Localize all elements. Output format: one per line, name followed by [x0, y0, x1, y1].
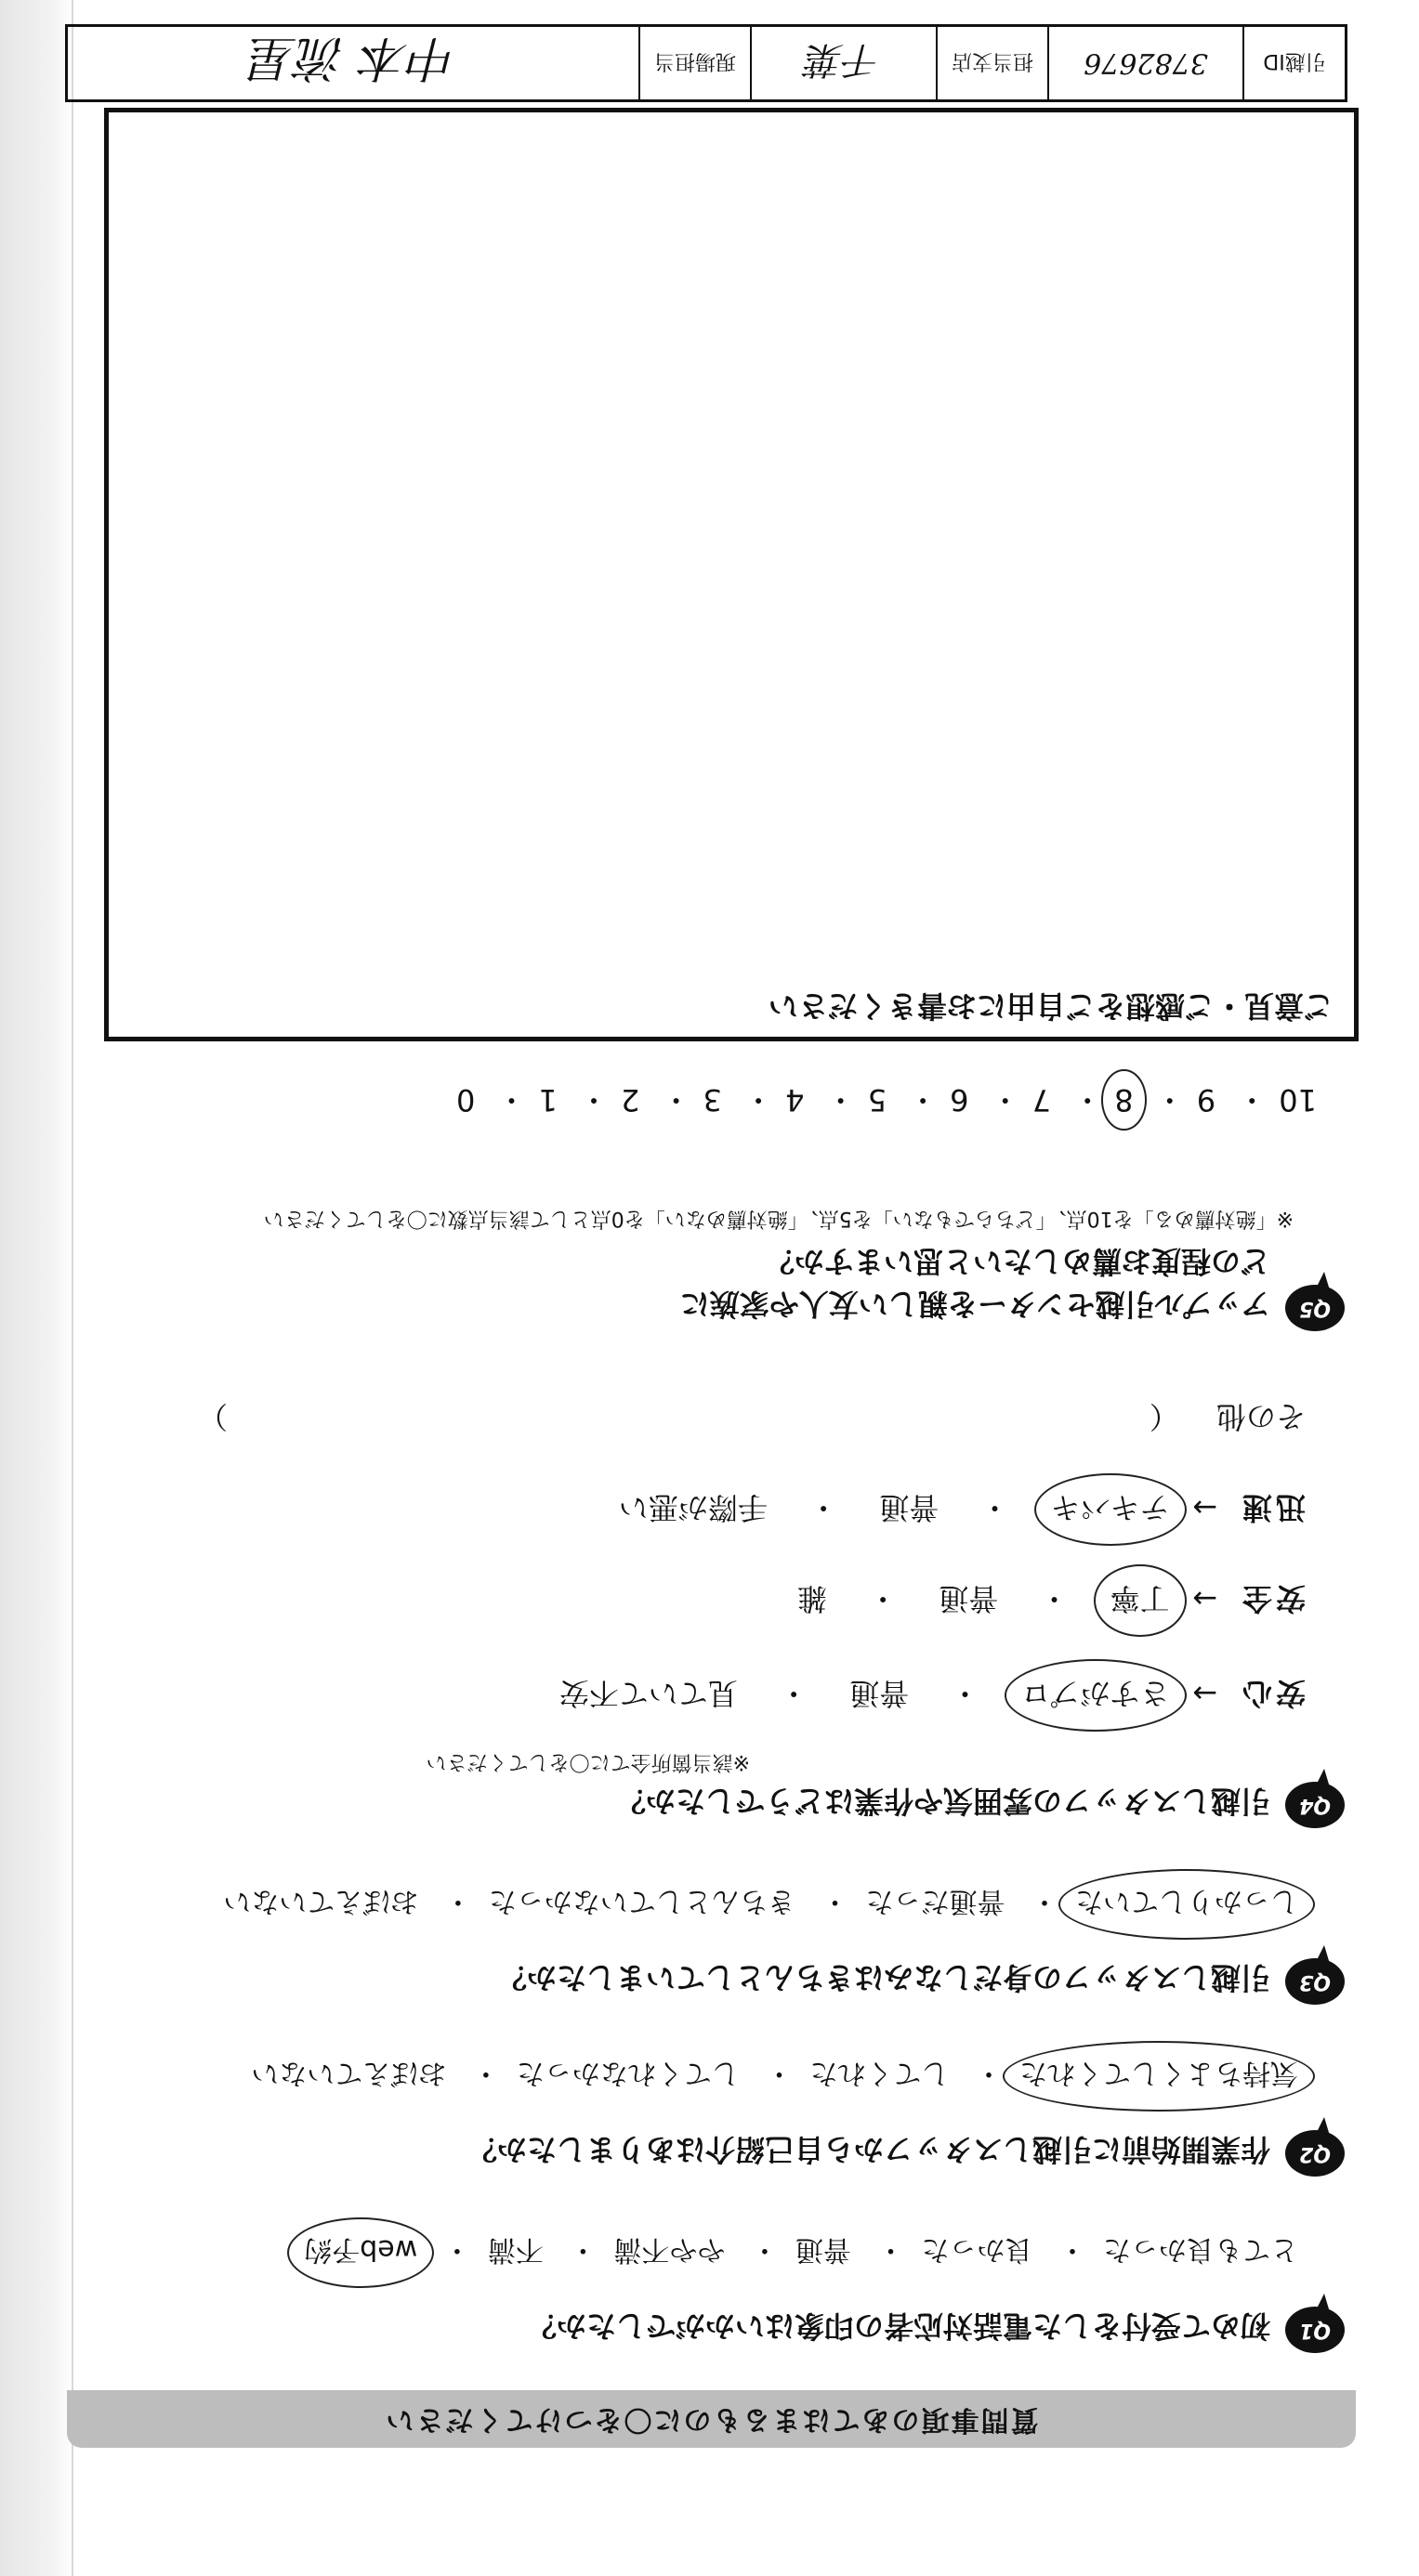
q2-option-selected[interactable]: 気持ちよくしてくれた — [1019, 2056, 1298, 2097]
q4-other-row — [98, 1397, 1306, 1440]
q4-option[interactable]: 普通 — [849, 1676, 910, 1711]
q4-option-selected[interactable]: さすがプロ — [1021, 1674, 1170, 1717]
q3-option-selected[interactable]: しっかりしていた — [1075, 1884, 1298, 1925]
q3-option[interactable]: きちんとしていなかった — [488, 1885, 795, 1917]
footer-table — [65, 24, 1347, 102]
paper-edge — [72, 0, 73, 2576]
q4-option[interactable]: 普通 — [939, 1581, 999, 1616]
q4-option[interactable]: 普通 — [879, 1490, 939, 1525]
q1-option[interactable]: やや不満 — [613, 2233, 726, 2266]
q4-row-speed: 迅速 → テキパキ ・ 普通 ・ 手際が悪い — [619, 1488, 1306, 1531]
q2-options: 気持ちよくしてくれた・ してくれた・ してくれなかった・ おぼえていない — [251, 2056, 1298, 2097]
score-option[interactable]: 2 — [621, 1082, 640, 1118]
score-option[interactable]: 1 — [538, 1082, 558, 1118]
q5-text-line1: アップル引越センターを親しい友人や家族に — [679, 1287, 1270, 1322]
q4-row-safety-feeling: 安心 → さすがプロ ・ 普通 ・ 見ていて不安 — [559, 1674, 1306, 1717]
q1-option[interactable]: 普通 — [795, 2233, 851, 2266]
leader-value-cell[interactable]: 中本 流星 — [248, 30, 458, 86]
score-option[interactable]: 3 — [703, 1082, 722, 1118]
q2-option[interactable]: おぼえていない — [251, 2057, 447, 2089]
q4-row-safety: 安全 → 丁寧 ・ 普通 ・ 雑 — [797, 1579, 1306, 1622]
q4-text: 引越しスタッフの雰囲気や作業はどうでしたか？ — [615, 1784, 1270, 1819]
q1-options: とても良かった・ 良かった・ 普通・ やや不満・ 不満・ web予約 — [304, 2232, 1298, 2273]
q1-option[interactable]: 不満 — [487, 2233, 544, 2266]
score-option[interactable]: 0 — [455, 1082, 476, 1118]
q2-option[interactable]: してくれなかった — [516, 2057, 740, 2089]
selection-circle — [1094, 1564, 1187, 1637]
other-label: その他 — [1215, 1399, 1306, 1434]
instruction-text: 質問事項のあてはまるものに〇をつけてください — [384, 2403, 1039, 2436]
selection-circle — [1034, 1473, 1187, 1546]
id-label-cell: 引越ID — [1242, 27, 1345, 99]
q3-options: しっかりしていた・ 普通だった・ きちんとしていなかった・ おぼえていない — [223, 1884, 1298, 1925]
selection-circle — [1005, 1659, 1187, 1732]
row-label: 迅速 — [1238, 1490, 1306, 1525]
q3-option[interactable]: 普通だった — [865, 1885, 1005, 1917]
q5-note: ※「絶対薦める」を10点、「どちらでもない」を5点、「絶対薦めない」を0点として該当点数に〇をしてください — [263, 1207, 1294, 1230]
instruction-banner — [67, 2390, 1356, 2448]
q1-option[interactable]: とても良かった — [1103, 2233, 1298, 2266]
q2-option[interactable]: してくれた — [809, 2057, 950, 2089]
q1-badge-icon: Q1 — [1285, 2307, 1345, 2353]
selection-circle — [1101, 1069, 1146, 1131]
other-close-bracket: ） — [197, 1399, 228, 1434]
q4-note: ※該当箇所全てに〇をしてください — [426, 1750, 750, 1773]
score-option[interactable]: 6 — [950, 1082, 969, 1118]
comment-box[interactable] — [104, 108, 1359, 1041]
q3-badge-icon: Q3 — [1285, 1958, 1345, 2005]
q4-option[interactable]: 見ていて不安 — [558, 1676, 738, 1711]
row-label: 安全 — [1238, 1581, 1306, 1616]
arrow-icon: → — [1192, 1676, 1218, 1711]
q4-option[interactable]: 雑 — [796, 1581, 827, 1616]
q5-score-scale: 10・ 9・ 8・ 7・ 6・ 5・ 4・ 3・ 2・ 1・ 0 — [456, 1080, 1317, 1123]
branch-value-cell[interactable]: 千葉 — [750, 27, 936, 99]
comment-label: ご意見・ご感想をご自由にお書きください — [768, 988, 1334, 1024]
q3-text: 引越しスタッフの身だしなみはきちんとしていましたか？ — [496, 1960, 1270, 1995]
paper-shadow — [0, 0, 73, 2576]
q4-option[interactable]: 手際が悪い — [618, 1490, 768, 1525]
arrow-icon: → — [1192, 1490, 1218, 1525]
score-option[interactable]: 9 — [1196, 1082, 1216, 1118]
q4-option-selected[interactable]: テキパキ — [1051, 1488, 1170, 1531]
q4-badge-icon: Q4 — [1285, 1782, 1345, 1828]
id-value-cell[interactable]: 3782676 — [1047, 27, 1242, 99]
q2-badge-icon: Q2 — [1285, 2130, 1345, 2177]
q5-text-line2: どの程度お薦めしたいと思いますか？ — [764, 1244, 1270, 1279]
branch-label-cell: 担当支店 — [936, 27, 1047, 99]
row-label: 安心 — [1238, 1676, 1306, 1711]
leader-label-cell: 現場担当 — [638, 27, 750, 99]
q1-text: 初めて受付をした電話対応者の印象はいかがでしたか？ — [526, 2308, 1270, 2344]
other-open-bracket: （ — [1149, 1399, 1179, 1434]
q3-option[interactable]: おぼえていない — [223, 1885, 419, 1917]
selection-circle — [1058, 1869, 1315, 1940]
selection-circle — [1003, 2041, 1315, 2112]
q1-option[interactable]: 良かった — [921, 2233, 1033, 2266]
score-option-selected[interactable]: 8 — [1114, 1082, 1133, 1118]
score-option[interactable]: 4 — [785, 1082, 805, 1118]
q5-badge-icon: Q5 — [1285, 1285, 1345, 1331]
score-option[interactable]: 7 — [1031, 1082, 1052, 1118]
score-option[interactable]: 5 — [867, 1082, 887, 1118]
q2-text: 作業開始前に引越しスタッフから自己紹介はありましたか？ — [466, 2132, 1270, 2167]
q1-option-selected[interactable]: web予約 — [304, 2232, 417, 2273]
q4-option-selected[interactable]: 丁寧 — [1110, 1579, 1170, 1622]
arrow-icon: → — [1192, 1581, 1218, 1616]
selection-circle — [287, 2217, 434, 2288]
score-option[interactable]: 10 — [1279, 1082, 1317, 1118]
